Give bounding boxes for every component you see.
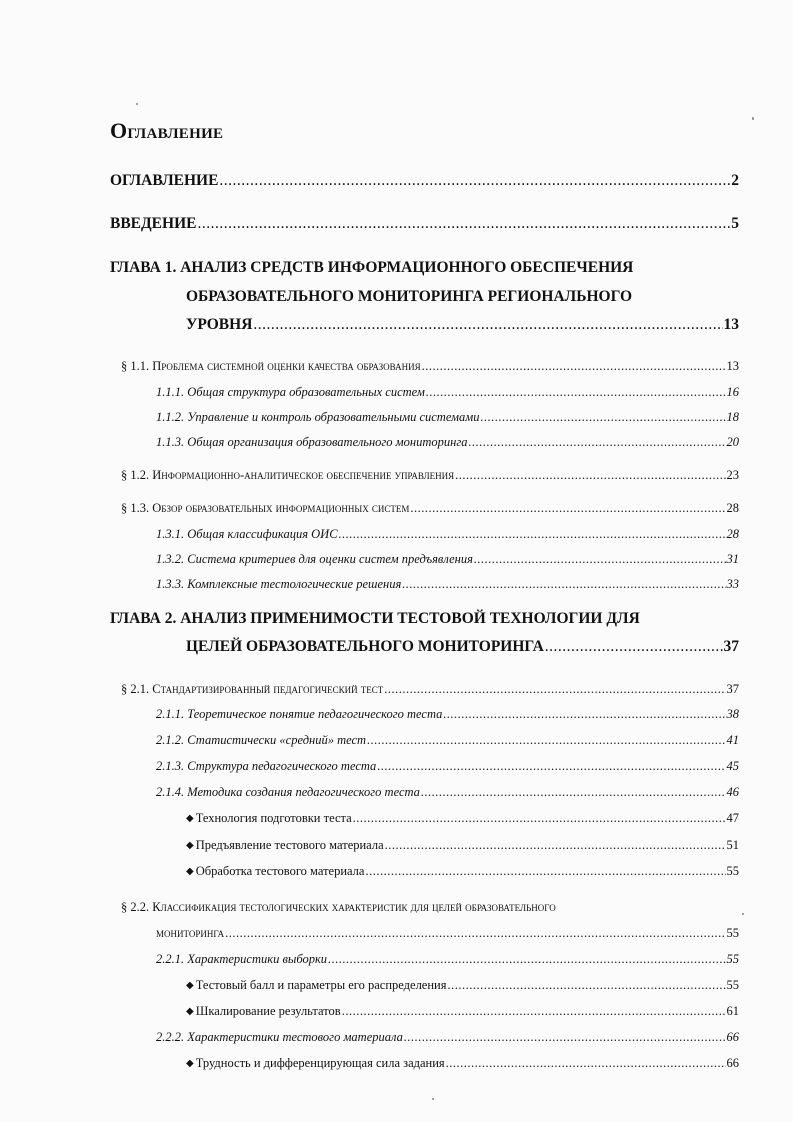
leader-dots: [474, 552, 726, 567]
entry-label: 2.1.2. Статистически «средний» тест: [156, 733, 367, 747]
toc-entry-1-1-3[interactable]: [156, 435, 739, 450]
leader-dots: [545, 638, 723, 656]
entry-label: § 2.1. Стандартизированный педагогический тест: [121, 682, 384, 696]
page-number: 41: [726, 733, 739, 747]
page-number: 46: [726, 785, 739, 799]
toc-entry-2-2-1[interactable]: [156, 952, 739, 967]
toc-entry-section-1-1[interactable]: [121, 359, 739, 374]
diamond-bullet-icon: ◆: [186, 866, 194, 877]
page-number: 20: [726, 435, 739, 449]
leader-dots: [225, 926, 725, 941]
page-title: Оглавление: [110, 118, 224, 143]
leader-dots: [422, 359, 726, 374]
page-number: 45: [726, 759, 739, 773]
section-2-2-title-line1[interactable]: § 2.2. Классификация тестологических характеристик для целей образовательного: [121, 900, 556, 914]
toc-entry-introduction[interactable]: [110, 215, 739, 233]
entry-label: 2.1.4. Методика создания педагогического теста: [156, 785, 420, 799]
page-number: 61: [726, 1004, 739, 1018]
page-number: 33: [726, 577, 739, 591]
toc-entry-chapter-1[interactable]: [186, 316, 739, 334]
entry-label: ОГЛАВЛЕНИЕ: [110, 172, 219, 189]
leader-dots: [339, 527, 726, 542]
toc-entry-chapter-2[interactable]: [186, 638, 739, 656]
diamond-bullet-icon: ◆: [186, 840, 194, 851]
leader-dots: [410, 501, 725, 516]
entry-label: 1.1.1. Общая структура образовательных систем: [156, 385, 425, 399]
entry-label: Трудность и дифференцирующая сила задания: [195, 1056, 445, 1070]
leader-dots: [468, 435, 725, 450]
entry-label: Шкалирование результатов: [195, 1004, 341, 1018]
entry-label: ВВЕДЕНИЕ: [110, 215, 197, 232]
toc-entry-bullet-test-score[interactable]: [186, 978, 739, 993]
toc-entry-1-3-3[interactable]: [156, 577, 739, 592]
toc-entry-section-2-1[interactable]: [121, 682, 739, 697]
diamond-bullet-icon: ◆: [186, 813, 194, 824]
toc-entry-1-3-2[interactable]: [156, 552, 739, 567]
page-number: 31: [726, 552, 739, 566]
page-number: 66: [726, 1030, 739, 1044]
leader-dots: [219, 172, 730, 190]
leader-dots: [365, 864, 725, 879]
toc-entry-bullet-presentation[interactable]: [186, 838, 739, 853]
entry-label: Тестовый балл и параметры его распределения: [195, 978, 447, 992]
toc-entry-2-1-3[interactable]: [156, 759, 739, 774]
toc-entry-section-1-2[interactable]: [121, 468, 739, 483]
entry-label: 2.2.2. Характеристики тестового материала: [156, 1030, 403, 1044]
leader-dots: [426, 385, 726, 400]
page-number: 37: [723, 638, 739, 655]
scan-speck: [136, 103, 138, 105]
page-number: 16: [726, 385, 739, 399]
page-number: 5: [731, 215, 739, 232]
chapter-1-title-line2[interactable]: ОБРАЗОВАТЕЛЬНОГО МОНИТОРИНГА РЕГИОНАЛЬНОГО: [186, 288, 633, 305]
leader-dots: [328, 952, 725, 967]
page-number: 55: [726, 926, 739, 940]
page-number: 28: [726, 501, 739, 515]
entry-label: мониторинга: [156, 926, 225, 940]
toc-entry-section-1-3[interactable]: [121, 501, 739, 516]
toc-entry-bullet-scaling[interactable]: [186, 1004, 739, 1019]
leader-dots: [443, 707, 725, 722]
page-number: 28: [726, 527, 739, 541]
entry-label: 1.3.1. Общая классификация ОИС: [156, 527, 338, 541]
entry-label: 1.1.2. Управление и контроль образовательными системами: [156, 410, 480, 424]
toc-entry-2-1-2[interactable]: [156, 733, 739, 748]
page-number: 51: [726, 838, 739, 852]
entry-label: ЦЕЛЕЙ ОБРАЗОВАТЕЛЬНОГО МОНИТОРИНГА: [186, 638, 544, 655]
page-number: 55: [726, 978, 739, 992]
page-number: 37: [726, 682, 739, 696]
toc-entry-2-1-4[interactable]: [156, 785, 739, 800]
leader-dots: [446, 1056, 726, 1071]
page-number: 47: [726, 811, 739, 825]
toc-entry-bullet-test-preparation[interactable]: [186, 811, 739, 826]
leader-dots: [421, 785, 726, 800]
leader-dots: [253, 316, 722, 334]
page-number: 55: [726, 864, 739, 878]
leader-dots: [455, 468, 725, 483]
leader-dots: [447, 978, 725, 993]
leader-dots: [377, 759, 725, 774]
toc-entry-2-1-1[interactable]: [156, 707, 739, 722]
diamond-bullet-icon: ◆: [186, 1058, 194, 1069]
leader-dots: [402, 577, 725, 592]
leader-dots: [404, 1030, 726, 1045]
leader-dots: [384, 682, 725, 697]
page-number: 2: [731, 172, 739, 189]
diamond-bullet-icon: ◆: [186, 1006, 194, 1017]
entry-label: 2.1.3. Структура педагогического теста: [156, 759, 377, 773]
entry-label: 2.1.1. Теоретическое понятие педагогического теста: [156, 707, 443, 721]
page-number: 66: [726, 1056, 739, 1070]
page-number: 13: [723, 316, 739, 333]
toc-entry-1-1-2[interactable]: [156, 410, 739, 425]
entry-label: § 1.2. Информационно-аналитическое обеспечение управления: [121, 468, 455, 482]
leader-dots: [353, 811, 726, 826]
leader-dots: [342, 1004, 726, 1019]
leader-dots: [385, 838, 726, 853]
diamond-bullet-icon: ◆: [186, 980, 194, 991]
entry-label: § 1.3. Обзор образовательных информационных систем: [121, 501, 410, 515]
scan-speck: [752, 117, 754, 120]
chapter-1-title-line1[interactable]: ГЛАВА 1. АНАЛИЗ СРЕДСТВ ИНФОРМАЦИОННОГО ОБЕСПЕЧЕНИЯ: [110, 259, 634, 276]
entry-label: 1.3.3. Комплексные тестологические решения: [156, 577, 402, 591]
entry-label: УРОВНЯ: [186, 316, 253, 333]
leader-dots: [197, 215, 730, 233]
page-number: 18: [726, 410, 739, 424]
toc-entry-2-2-2[interactable]: [156, 1030, 739, 1045]
entry-label: 1.1.3. Общая организация образовательного мониторинга: [156, 435, 468, 449]
scan-speck: [742, 913, 744, 915]
toc-entry-section-2-2[interactable]: [156, 926, 739, 941]
leader-dots: [481, 410, 726, 425]
entry-label: 1.3.2. Система критериев для оценки систем предъявления: [156, 552, 473, 566]
page-number: 55: [726, 952, 739, 966]
entry-label: 2.2.1. Характеристики выборки: [156, 952, 328, 966]
leader-dots: [367, 733, 725, 748]
entry-label: § 1.1. Проблема системной оценки качества образования: [121, 359, 421, 373]
entry-label: Технология подготовки теста: [195, 811, 352, 825]
toc-entry-1-3-1[interactable]: [156, 527, 739, 542]
scan-speck: [432, 1098, 434, 1100]
entry-label: Обработка тестового материала: [195, 864, 365, 878]
toc-entry-contents[interactable]: [110, 172, 739, 190]
entry-label: Предъявление тестового материала: [195, 838, 384, 852]
page-number: 38: [726, 707, 739, 721]
page-number: 13: [726, 359, 739, 373]
toc-entry-bullet-difficulty[interactable]: [186, 1056, 739, 1071]
toc-entry-bullet-processing[interactable]: [186, 864, 739, 879]
toc-entry-1-1-1[interactable]: [156, 385, 739, 400]
page-number: 23: [726, 468, 739, 482]
chapter-2-title-line1[interactable]: ГЛАВА 2. АНАЛИЗ ПРИМЕНИМОСТИ ТЕСТОВОЙ ТЕХНОЛОГИИ ДЛЯ: [110, 610, 640, 627]
